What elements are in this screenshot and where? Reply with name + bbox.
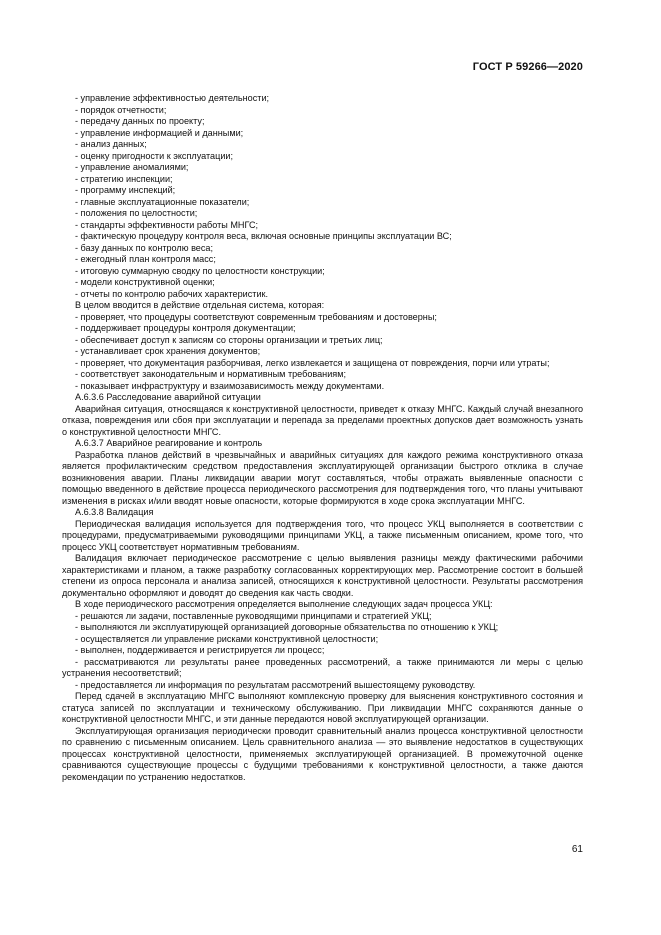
bullet-item: - управление аномалиями; xyxy=(75,162,189,172)
bullet-item: - выполнен, поддерживается и регистрируется ли процесс; xyxy=(75,645,325,655)
paragraph: Разработка планов действий в чрезвычайных и аварийных ситуациях для каждого режима конструктивного отказа является профилактическим средством предоставления эксплуатирующей организации быстрого отклика в случае возникновения аварии. Планы ликвидации аварии могут составляться, чтобы отражать выявленные опасности с помощью введенного в действие процесса периодического рассмотрения для подтверждения того, что планы учитывают изменения в рисках и/или вводят новые опасности, которые формируются в ходе срока эксплуатации МНГС. xyxy=(62,449,583,506)
bullet-item: - управление информацией и данными; xyxy=(75,127,244,138)
bullet-item: - соответствует законодательным и нормативным требованиям; xyxy=(75,369,346,379)
bullet-item: - поддерживает процедуры контроля документации; xyxy=(75,323,296,333)
bullet-item: - показывает инфраструктуру и взаимозависимость между документами. xyxy=(75,380,385,391)
paragraph: Перед сдачей в эксплуатацию МНГС выполняют комплексную проверку для выяснения конструктивного состояния и статуса записей по эксплуатации и техническому обслуживанию. При ликвидации МНГС сохраняются данные о конструктивной целостности МНГС, и эти данные передаются новой эксплуатирующей организации. xyxy=(62,691,583,724)
paragraph: Периодическая валидация используется для подтверждения того, что процесс УКЦ выполняется в соответствии с процедурами, предусматриваемыми руководящими принципами УКЦ, а также письменным описанием, кроме того, что процесс УКЦ соответствует нормативным требованиям. xyxy=(62,518,583,552)
document-body xyxy=(62,93,583,783)
bullet-item: - базу данных по контролю веса; xyxy=(75,242,213,253)
section-heading: А.6.3.6 Расследование аварийной ситуации xyxy=(75,392,261,402)
bullet-item: - осуществляется ли управление рисками конструктивной целостности; xyxy=(75,633,379,644)
paragraph: Аварийная ситуация, относящаяся к конструктивной целостности, приведет к отказу МНГС. Каждый случай внезапного отказа, повреждения или сбоя при эксплуатации и перепада за пределами проектных допусков дает возможность узнать о конструктивной целостности МНГС. xyxy=(62,403,583,437)
bullet-item: - управление эффективностью деятельности; xyxy=(75,93,270,103)
bullet-item: - проверяет, что процедуры соответствуют современным требованиям и достоверны; xyxy=(75,311,437,322)
bullet-item: - выполняются ли эксплуатирующей организацией договорные обязательства по отношению к УКЦ; xyxy=(75,622,499,632)
bullet-item: - стандарты эффективности работы МНГС; xyxy=(75,219,259,230)
bullet-item: - оценку пригодности к эксплуатации; xyxy=(75,150,234,161)
bullet-item: - анализ данных; xyxy=(75,139,147,149)
bullet-item: - итоговую суммарную сводку по целостности конструкции; xyxy=(75,265,325,276)
section-heading: А.6.3.8 Валидация xyxy=(75,507,154,517)
bullet-item: - обеспечивает доступ к записям со стороны организации и третьих лиц; xyxy=(75,334,383,345)
bullet-item: - проверяет, что документация разборчивая, легко извлекается и защищена от повреждения, порчи или утраты; xyxy=(75,357,550,368)
bullet-item: - ежегодный план контроля масс; xyxy=(75,254,216,264)
document-number: ГОСТ Р 59266—2020 xyxy=(472,61,583,73)
bullet-item: - порядок отчетности; xyxy=(75,104,167,115)
paragraph: В ходе периодического рассмотрения определяется выполнение следующих задач процесса УКЦ: xyxy=(75,599,493,609)
paragraph: В целом вводится в действие отдельная система, которая: xyxy=(75,300,325,310)
section-heading: А.6.3.7 Аварийное реагирование и контроль xyxy=(75,438,263,448)
bullet-item: - рассматриваются ли результаты ранее проведенных рассмотрений, а также принимаются ли меры с целью устранения несоответствий; xyxy=(62,656,583,678)
bullet-item: - программу инспекций; xyxy=(75,185,176,195)
paragraph: Валидация включает периодическое рассмотрение с целью выявления разницы между фактическими рабочими характеристиками и планом, а также разработку согласованных корректирующих мер. Рассмотрение состоит в большей степени из опроса персонала и анализа записей, относящихся к конструктивной целостности. Результаты рассмотрения документально оформляют и доводят до сведения как часть сводки. xyxy=(62,553,583,598)
bullet-item: - главные эксплуатационные показатели; xyxy=(75,196,250,207)
bullet-item: - решаются ли задачи, поставленные руководящими принципами и стратегией УКЦ; xyxy=(75,610,432,621)
bullet-item: - отчеты по контролю рабочих характеристик. xyxy=(75,288,269,299)
bullet-item: - модели конструктивной оценки; xyxy=(75,277,215,287)
page-number: 61 xyxy=(571,844,583,855)
bullet-item: - передачу данных по проекту; xyxy=(75,116,205,126)
bullet-item: - положения по целостности; xyxy=(75,208,198,218)
bullet-item: - стратегию инспекции; xyxy=(75,173,173,184)
bullet-item: - предоставляется ли информация по результатам рассмотрений вышестоящему руководству. xyxy=(75,679,476,690)
paragraph: Эксплуатирующая организация периодически проводит сравнительный анализ процесса конструктивной целостности по сравнению с письменным описанием. Цель сравнительного анализа — это выявление недостатков в существующих процессах конструктивной целостности, применяемых эксплуатирующей организацией. В промежуточной оценке сравниваются существующие процессы с будущими требованиями к конструктивной целостности, а также даются рекомендации по устранению недостатков. xyxy=(62,725,583,782)
bullet-item: - фактическую процедуру контроля веса, включая основные принципы эксплуатации ВС; xyxy=(75,231,452,241)
bullet-item: - устанавливает срок хранения документов; xyxy=(75,346,261,356)
